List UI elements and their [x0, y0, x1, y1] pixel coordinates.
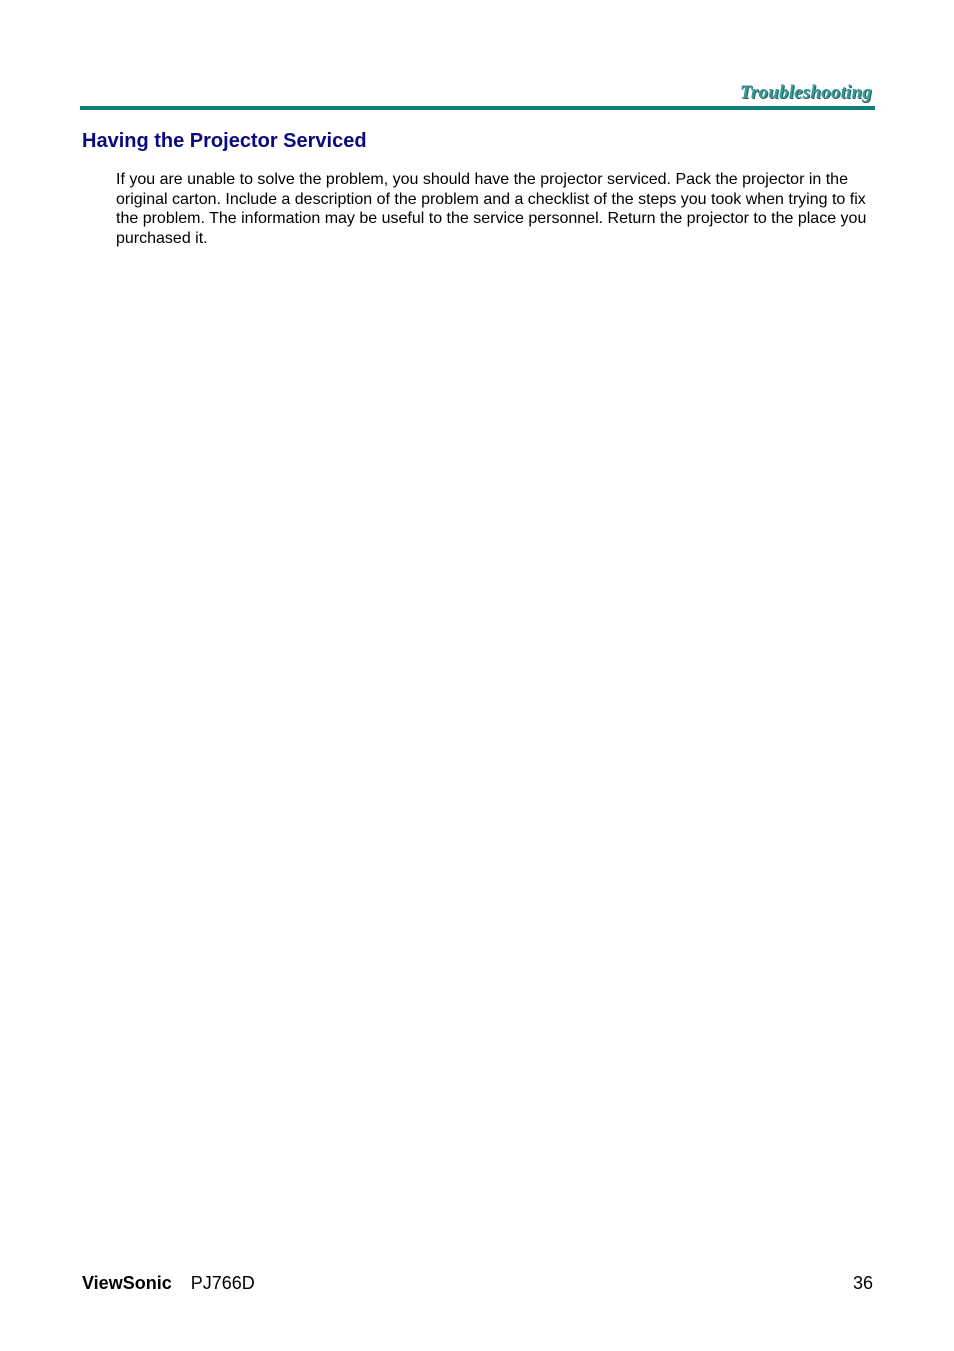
page-number: 36 — [852, 1273, 873, 1293]
section-heading: Having the Projector Serviced — [82, 130, 367, 152]
footer — [82, 1273, 873, 1294]
body-paragraph: If you are unable to solve the problem, you should have the projector serviced. Pack the projector in the original carton. Include a description of the problem and a checklist of the steps you took when trying to fix the problem. The information may be useful to the service personnel. Return the projector to the place you purchased it. — [116, 171, 867, 247]
header-title: Troubleshooting — [739, 82, 872, 103]
header-rule — [80, 106, 875, 110]
footer-model: PJ766D — [190, 1273, 255, 1293]
footer-brand: ViewSonic — [82, 1273, 172, 1293]
